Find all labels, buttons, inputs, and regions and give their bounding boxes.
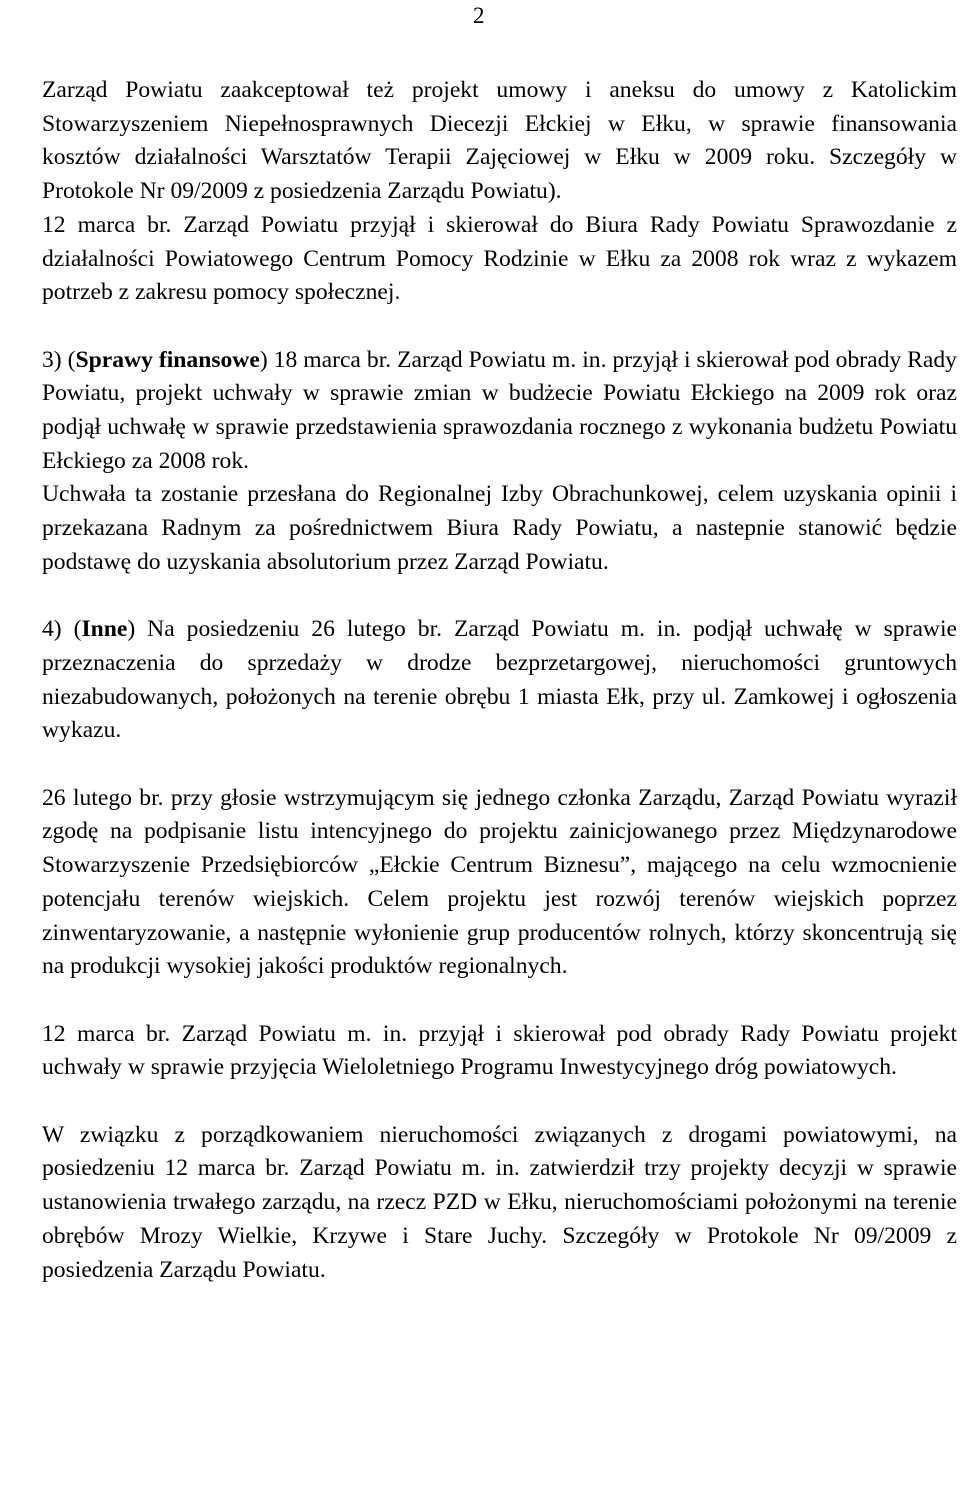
section-3-heading: Sprawy finansowe xyxy=(75,346,260,373)
document-body xyxy=(42,74,957,1287)
section-4-other xyxy=(42,613,957,748)
paragraph-letter-of-intent: 26 lutego br. przy głosie wstrzymującym się jednego członka Zarządu, Zarząd Powiatu wyraził zgodę na podpisanie listu intencyjnego do projektu zainicjowanego przez Międzynarodowe Stowarzyszenie Przedsiębiorców „Ełckie Centrum Biznesu”, mającego na celu wzmocnienie potencjału terenów wiejskich. Celem projektu jest rozwój terenów wiejskich poprzez zinwentaryzowanie, a następnie wyłonienie grup producentów rolnych, którzy skoncentrują się na produkcji wysokiej jakości produktów regionalnych. xyxy=(42,784,957,980)
section-4-text: ) Na posiedzeniu 26 lutego br. Zarząd Powiatu m. in. podjął uchwałę w sprawie przeznaczenia do sprzedaży w drodze bezprzetargowej, nieruchomości gruntowych niezabudowanych, położonych na terenie obrębu 1 miasta Ełk, przy ul. Zamkowej i ogłoszenia wykazu. xyxy=(42,616,957,744)
section-4-prefix: 4) ( xyxy=(42,616,82,643)
section-4-heading: Inne xyxy=(81,616,128,643)
paragraph-investment-program: 12 marca br. Zarząd Powiatu m. in. przyjął i skierował pod obrady Rady Powiatu projekt uchwały w sprawie przyjęcia Wieloletniego Programu Inwestycyjnego dróg powiatowych. xyxy=(42,1020,957,1081)
paragraph-pcpr-report: 12 marca br. Zarząd Powiatu przyjął i skierował do Biura Rady Powiatu Sprawozdanie z działalności Powiatowego Centrum Pomocy Rodzinie w Ełku za 2008 rok wraz z wykazem potrzeb z zakresu pomocy społecznej. xyxy=(42,211,957,306)
page-number: 2 xyxy=(473,3,485,28)
section-3-prefix: 3) ( xyxy=(42,346,76,373)
paragraph-workshops-agreement: Zarząd Powiatu zaakceptował też projekt umowy i aneksu do umowy z Katolickim Stowarzyszeniem Niepełnosprawnych Diecezji Ełckiej w Ełku, w sprawie finansowania kosztów działalności Warsztatów Terapii Zajęciowej w Ełku w 2009 roku. Szczegóły w Protokole Nr 09/2009 z posiedzenia Zarządu Powiatu). xyxy=(42,77,957,205)
paragraph-rio-resolution: Uchwała ta zostanie przesłana do Regionalnej Izby Obrachunkowej, celem uzyskania opinii i przekazana Radnym za pośrednictwem Biura Rady Powiatu, a nastepnie stanowić będzie podstawę do uzyskania absolutorium przez Zarząd Powiatu. xyxy=(42,481,957,575)
paragraph-road-properties: W związku z porządkowaniem nieruchomości związanych z drogami powiatowymi, na posiedzeniu 12 marca br. Zarząd Powiatu m. in. zatwierdził trzy projekty decyzji w sprawie ustanowienia trwałego zarządu, na rzecz PZD w Ełku, nieruchomościami położonymi na terenie obrębów Mrozy Wielkie, Krzywe i Stare Juchy. Szczegóły w Protokole Nr 09/2009 z posiedzenia Zarządu Powiatu. xyxy=(42,1121,957,1283)
section-3-financial xyxy=(42,344,957,479)
section-3-text: ) 18 marca br. Zarząd Powiatu m. in. przyjął i skierował pod obrady Rady Powiatu, projekt uchwały w sprawie zmian w budżecie Powiatu Ełckiego na 2009 rok oraz podjął uchwałę w sprawie przedstawienia sprawozdania rocznego z wykonania budżetu Powiatu Ełckiego za 2008 rok. xyxy=(42,346,957,474)
